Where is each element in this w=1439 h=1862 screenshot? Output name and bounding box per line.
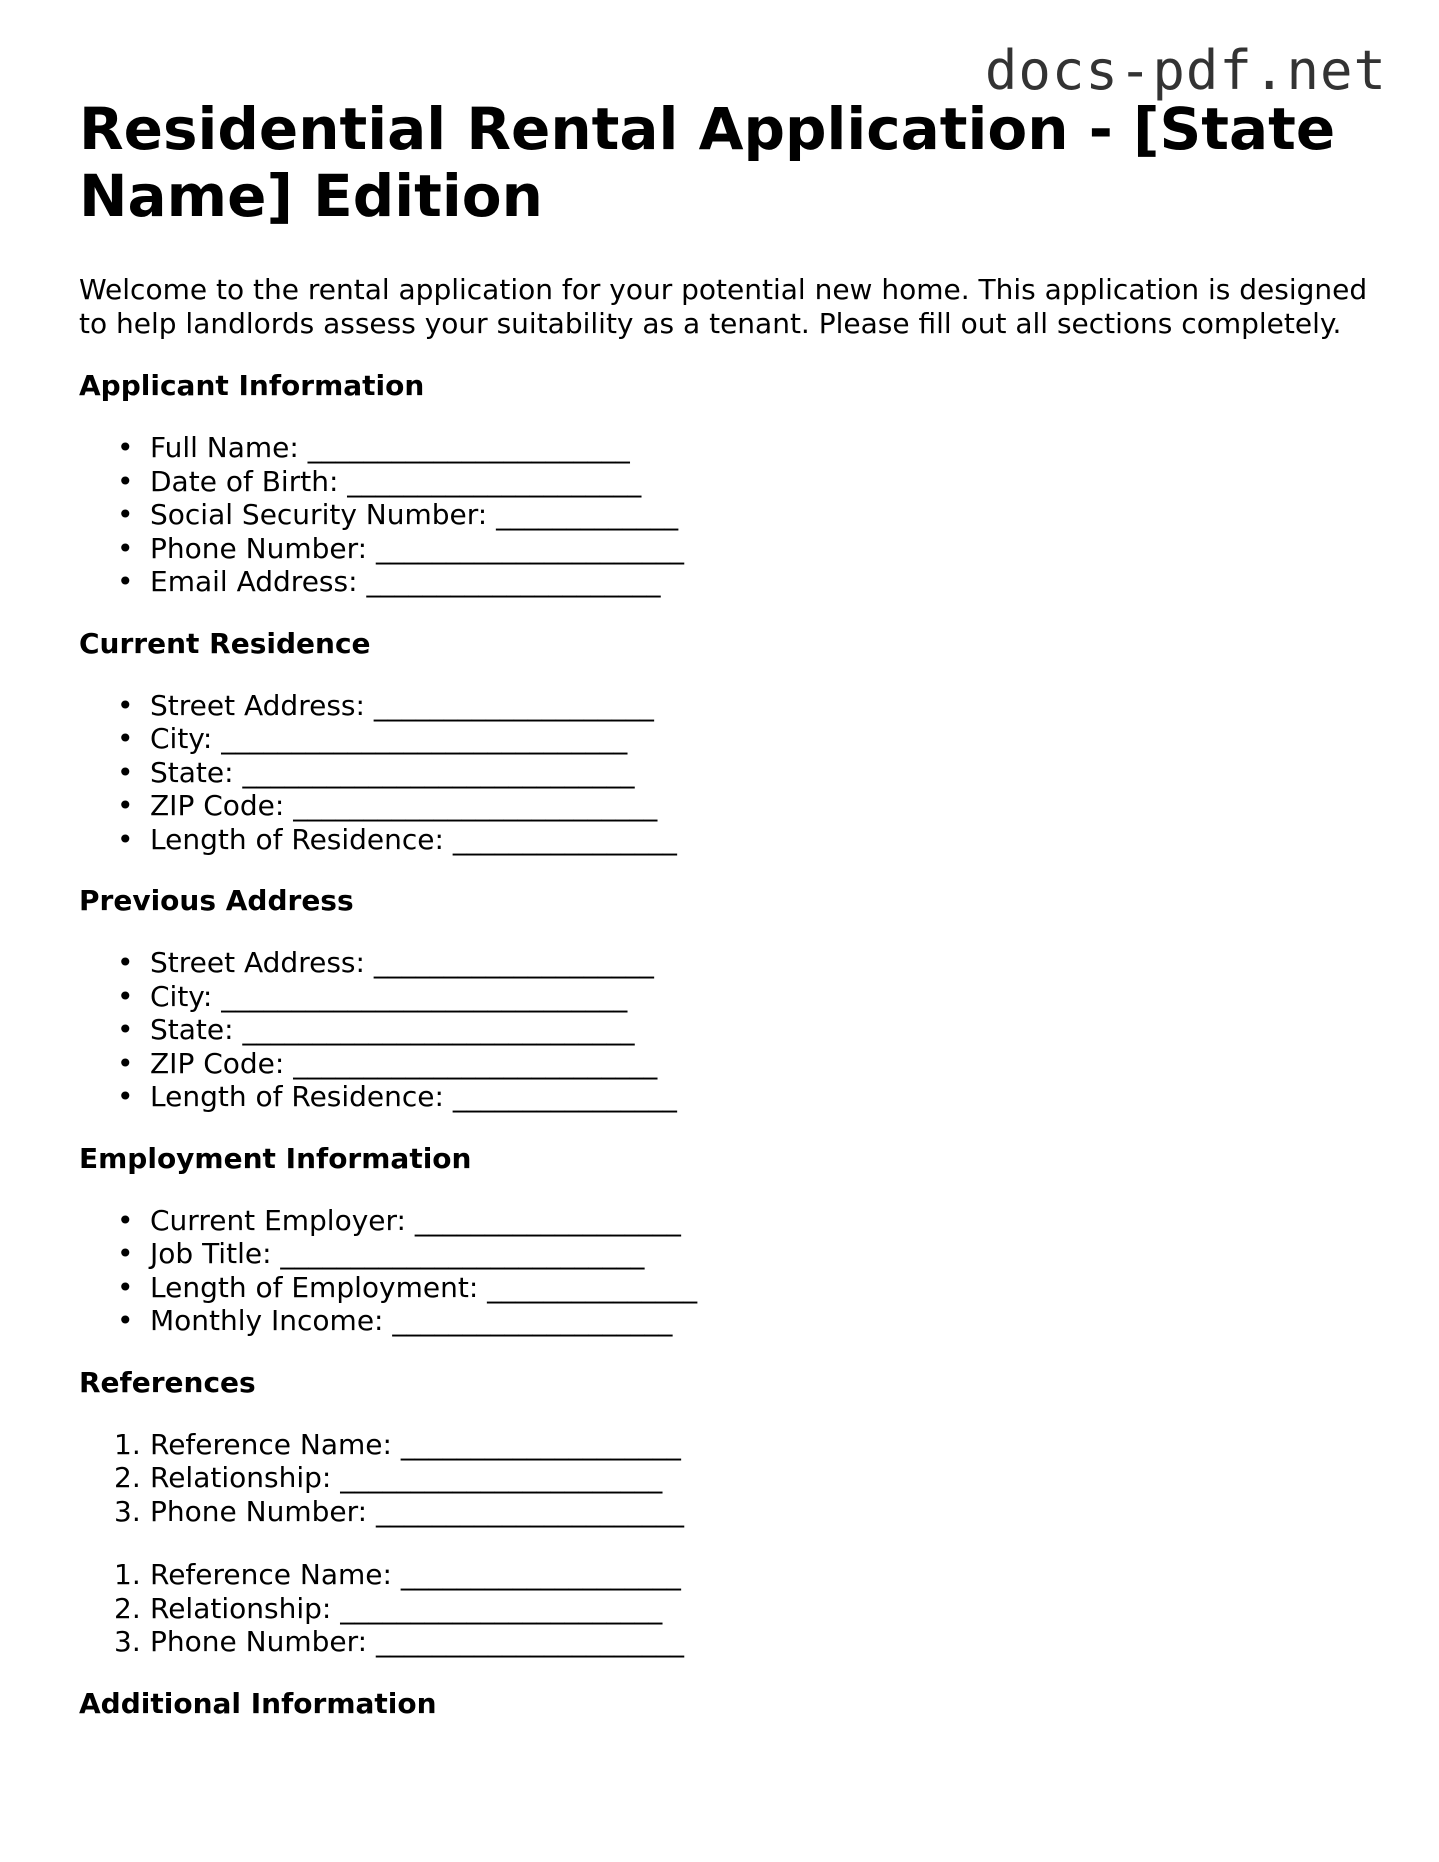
field-label: Full Name: — [150, 431, 299, 464]
section-previous-address — [79, 884, 1369, 1114]
fill-in-blank[interactable]: _______________ — [487, 1270, 698, 1304]
fill-in-blank[interactable]: ______________________ — [375, 1625, 684, 1658]
bullet-icon: • — [117, 565, 134, 598]
fill-in-blank[interactable]: _____________________________ — [221, 979, 628, 1013]
field-label: Date of Birth: — [150, 464, 339, 498]
list-item — [79, 1495, 1369, 1529]
list-item — [79, 823, 1369, 857]
document-page — [79, 96, 1369, 1721]
list-item — [79, 1428, 1369, 1462]
list-item — [79, 756, 1369, 790]
list-item — [79, 980, 1369, 1014]
field-label: Length of Employment: — [150, 1270, 479, 1304]
bullet-icon: • — [117, 1270, 134, 1304]
list-item — [79, 722, 1369, 756]
list-item — [79, 1558, 1369, 1592]
section-current-residence — [79, 627, 1369, 857]
list-item — [79, 565, 1369, 599]
bullet-icon: • — [117, 688, 134, 722]
bullet-icon: • — [117, 1304, 134, 1337]
field-label: Job Title: — [150, 1237, 272, 1270]
section-heading: References — [79, 1365, 256, 1399]
field-list — [79, 689, 1369, 857]
bullet-icon: • — [117, 1203, 134, 1237]
field-label: Reference Name: — [150, 1427, 392, 1461]
bullet-icon: • — [117, 722, 134, 755]
bullet-icon: • — [117, 755, 134, 789]
field-label: ZIP Code: — [150, 789, 285, 822]
bullet-icon: • — [117, 1237, 134, 1270]
fill-in-blank[interactable]: _____________________ — [366, 565, 661, 598]
item-number: 1. — [114, 1558, 141, 1591]
section-references — [79, 1366, 1369, 1659]
field-label: Reference Name: — [150, 1558, 392, 1591]
list-item — [79, 1625, 1369, 1659]
section-applicant-information — [79, 369, 1369, 599]
bullet-icon: • — [117, 531, 134, 565]
field-label: ZIP Code: — [150, 1046, 285, 1080]
intro-paragraph: Welcome to the rental application for your potential new home. This application is designed to help landlords assess your suitability as a tenant. Please fill out all sections completely. — [79, 273, 1368, 340]
field-label: Current Employer: — [150, 1203, 406, 1237]
fill-in-blank[interactable]: ____________________ — [373, 688, 654, 722]
bullet-icon: • — [117, 789, 134, 822]
field-label: State: — [150, 755, 234, 789]
bullet-icon: • — [117, 1013, 134, 1046]
item-number: 2. — [114, 1461, 141, 1494]
fill-in-blank[interactable]: ____________________ — [392, 1304, 673, 1337]
fill-in-blank[interactable]: _______________________ — [340, 1461, 663, 1494]
item-number: 2. — [114, 1591, 141, 1625]
document-title: Residential Rental Application - [State Name] Edition — [79, 95, 1336, 230]
field-label: Street Address: — [150, 688, 365, 722]
fill-in-blank[interactable]: _____________ — [496, 498, 679, 531]
fill-in-blank[interactable]: _____________________ — [347, 464, 642, 498]
fill-in-blank[interactable]: _______________________ — [340, 1591, 663, 1625]
field-label: Relationship: — [150, 1461, 332, 1494]
list-item — [79, 1592, 1369, 1626]
list-item — [79, 1237, 1369, 1271]
list-item — [79, 1013, 1369, 1047]
field-label: Email Address: — [150, 565, 358, 598]
fill-in-blank[interactable]: ______________________ — [375, 1494, 684, 1528]
fill-in-blank[interactable]: ____________________ — [373, 946, 654, 979]
list-item — [79, 431, 1369, 465]
field-label: City: — [150, 722, 213, 755]
reference-list — [79, 1428, 1369, 1529]
section-heading: Previous Address — [79, 884, 354, 917]
field-label: Street Address: — [150, 946, 365, 979]
fill-in-blank[interactable]: ________________ — [452, 1080, 677, 1113]
fill-in-blank[interactable]: ____________________________ — [242, 755, 635, 789]
list-item — [79, 1204, 1369, 1238]
bullet-icon: • — [117, 431, 134, 464]
section-heading: Current Residence — [79, 626, 371, 660]
field-label: Social Security Number: — [150, 498, 488, 531]
list-item — [79, 1304, 1369, 1338]
section-additional-information — [79, 1687, 1369, 1721]
section-heading: Additional Information — [79, 1686, 437, 1720]
list-item — [79, 465, 1369, 499]
fill-in-blank[interactable]: __________________________ — [293, 789, 658, 822]
section-employment-information — [79, 1142, 1369, 1338]
field-list — [79, 946, 1369, 1114]
bullet-icon: • — [117, 822, 134, 856]
bullet-icon: • — [117, 946, 134, 979]
item-number: 3. — [114, 1625, 141, 1658]
bullet-icon: • — [117, 1080, 134, 1113]
fill-in-blank[interactable]: ________________ — [452, 822, 677, 856]
list-item — [79, 532, 1369, 566]
fill-in-blank[interactable]: ___________________ — [414, 1203, 681, 1237]
section-heading: Applicant Information — [79, 369, 425, 402]
fill-in-blank[interactable]: __________________________ — [293, 1046, 658, 1080]
field-label: Relationship: — [150, 1591, 332, 1625]
list-item — [79, 689, 1369, 723]
list-item — [79, 946, 1369, 980]
reference-list — [79, 1558, 1369, 1659]
list-item — [79, 1461, 1369, 1495]
fill-in-blank[interactable]: ______________________ — [375, 531, 684, 565]
fill-in-blank[interactable]: _______________________ — [307, 431, 630, 464]
bullet-icon: • — [117, 1046, 134, 1080]
field-label: Length of Residence: — [150, 822, 444, 856]
field-list — [79, 1204, 1369, 1338]
list-item — [79, 1080, 1369, 1114]
fill-in-blank[interactable]: ____________________ — [400, 1427, 681, 1461]
fill-in-blank[interactable]: ____________________________ — [242, 1013, 635, 1046]
field-label: Phone Number: — [150, 1625, 368, 1658]
bullet-icon: • — [117, 498, 134, 531]
field-label: State: — [150, 1013, 234, 1046]
field-label: City: — [150, 979, 213, 1013]
field-label: Monthly Income: — [150, 1304, 384, 1337]
item-number: 3. — [114, 1494, 141, 1528]
field-label: Phone Number: — [150, 531, 368, 565]
fill-in-blank[interactable]: __________________________ — [280, 1237, 645, 1270]
field-label: Length of Residence: — [150, 1080, 444, 1113]
field-list — [79, 431, 1369, 599]
watermark: docs-pdf.net — [984, 39, 1387, 102]
bullet-icon: • — [117, 464, 134, 498]
list-item — [79, 789, 1369, 823]
fill-in-blank[interactable]: ____________________ — [400, 1558, 681, 1591]
list-item — [79, 1271, 1369, 1305]
list-item — [79, 1047, 1369, 1081]
item-number: 1. — [114, 1427, 141, 1461]
bullet-icon: • — [117, 979, 134, 1013]
list-item — [79, 498, 1369, 532]
section-heading: Employment Information — [79, 1141, 472, 1175]
fill-in-blank[interactable]: _____________________________ — [221, 722, 628, 755]
field-label: Phone Number: — [150, 1494, 368, 1528]
